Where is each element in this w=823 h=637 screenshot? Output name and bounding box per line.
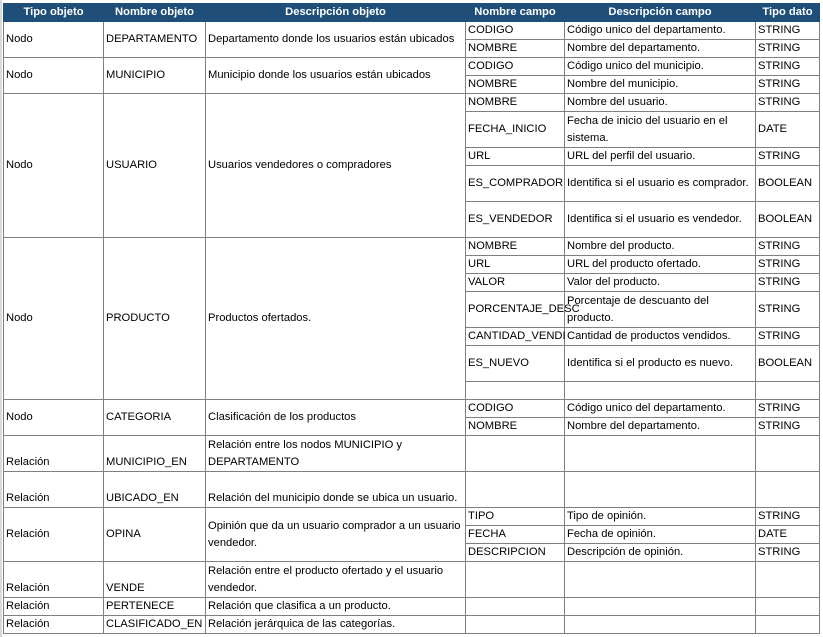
- tipo-objeto-cell[interactable]: Nodo: [4, 22, 104, 58]
- data-dictionary-table: [3, 3, 820, 634]
- tipo-dato-cell[interactable]: STRING: [756, 400, 820, 418]
- descripcion-campo-cell[interactable]: Nombre del departamento.: [565, 40, 756, 58]
- table-row: [4, 616, 820, 634]
- descripcion-campo-cell[interactable]: Tipo de opinión.: [565, 508, 756, 526]
- table-row: [4, 94, 820, 112]
- nombre-campo-cell[interactable]: [466, 562, 565, 598]
- tipo-objeto-cell[interactable]: Nodo: [4, 94, 104, 238]
- tipo-dato-cell[interactable]: STRING: [756, 544, 820, 562]
- tipo-dato-cell[interactable]: STRING: [756, 238, 820, 256]
- table-row: [4, 238, 820, 256]
- table-row: [4, 58, 820, 76]
- nombre-campo-cell[interactable]: URL: [466, 148, 565, 166]
- nombre-objeto-cell[interactable]: MUNICIPIO_EN: [104, 436, 206, 472]
- nombre-campo-cell[interactable]: NOMBRE: [466, 76, 565, 94]
- descripcion-objeto-cell[interactable]: Relación que clasifica a un producto.: [206, 598, 466, 616]
- nombre-campo-cell[interactable]: [466, 598, 565, 616]
- tipo-dato-cell[interactable]: BOOLEAN: [756, 166, 820, 202]
- header-nombre-objeto[interactable]: Nombre objeto: [104, 4, 206, 22]
- descripcion-campo-cell[interactable]: URL del producto ofertado.: [565, 256, 756, 274]
- descripcion-campo-cell[interactable]: [565, 562, 756, 598]
- nombre-campo-cell[interactable]: NOMBRE: [466, 94, 565, 112]
- nombre-objeto-cell[interactable]: PERTENECE: [104, 598, 206, 616]
- descripcion-objeto-cell[interactable]: Relación entre los nodos MUNICIPIO y DEPARTAMENTO: [206, 436, 466, 472]
- nombre-campo-cell[interactable]: FECHA: [466, 526, 565, 544]
- descripcion-campo-cell[interactable]: Identifica si el usuario es vendedor.: [565, 202, 756, 238]
- nombre-campo-cell[interactable]: TIPO: [466, 508, 565, 526]
- descripcion-objeto-cell[interactable]: Opinión que da un usuario comprador a un usuario vendedor.: [206, 508, 466, 562]
- descripcion-campo-cell[interactable]: Código unico del departamento.: [565, 400, 756, 418]
- tipo-dato-cell[interactable]: STRING: [756, 94, 820, 112]
- nombre-campo-cell[interactable]: CODIGO: [466, 58, 565, 76]
- descripcion-campo-cell[interactable]: [565, 436, 756, 472]
- nombre-campo-cell[interactable]: FECHA_INICIO: [466, 112, 565, 148]
- tipo-dato-cell[interactable]: [756, 598, 820, 616]
- nombre-campo-cell[interactable]: PORCENTAJE_DESC: [466, 292, 565, 328]
- tipo-objeto-cell[interactable]: Relación: [4, 472, 104, 508]
- tipo-dato-cell[interactable]: [756, 436, 820, 472]
- tipo-dato-cell[interactable]: STRING: [756, 292, 820, 328]
- tipo-dato-cell[interactable]: [756, 472, 820, 508]
- nombre-campo-cell[interactable]: [466, 472, 565, 508]
- descripcion-objeto-cell[interactable]: Usuarios vendedores o compradores: [206, 94, 466, 238]
- nombre-campo-cell[interactable]: NOMBRE: [466, 418, 565, 436]
- tipo-dato-cell[interactable]: STRING: [756, 274, 820, 292]
- descripcion-campo-cell[interactable]: Fecha de opinión.: [565, 526, 756, 544]
- nombre-campo-cell[interactable]: ES_VENDEDOR: [466, 202, 565, 238]
- nombre-campo-cell[interactable]: NOMBRE: [466, 238, 565, 256]
- nombre-objeto-cell[interactable]: UBICADO_EN: [104, 472, 206, 508]
- descripcion-campo-cell[interactable]: [565, 382, 756, 400]
- tipo-objeto-cell[interactable]: Nodo: [4, 58, 104, 94]
- tipo-objeto-cell[interactable]: Nodo: [4, 400, 104, 436]
- table-row: [4, 22, 820, 40]
- sheet-left-edge: [0, 0, 2, 637]
- tipo-dato-cell[interactable]: DATE: [756, 526, 820, 544]
- descripcion-objeto-cell[interactable]: Relación del municipio donde se ubica un usuario.: [206, 472, 466, 508]
- descripcion-campo-cell[interactable]: [565, 616, 756, 634]
- descripcion-campo-cell[interactable]: Nombre del municipio.: [565, 76, 756, 94]
- descripcion-campo-cell[interactable]: [565, 598, 756, 616]
- nombre-campo-cell[interactable]: ES_COMPRADOR: [466, 166, 565, 202]
- table-row: [4, 436, 820, 472]
- tipo-dato-cell[interactable]: STRING: [756, 256, 820, 274]
- tipo-objeto-cell[interactable]: Relación: [4, 616, 104, 634]
- nombre-campo-cell[interactable]: CANTIDAD_VENDI: [466, 328, 565, 346]
- nombre-objeto-cell[interactable]: PRODUCTO: [104, 238, 206, 400]
- descripcion-campo-cell[interactable]: Porcentaje de descuanto del producto.: [565, 292, 756, 328]
- nombre-campo-cell[interactable]: ES_NUEVO: [466, 346, 565, 382]
- header-descripcion-objeto[interactable]: Descripción objeto: [206, 4, 466, 22]
- descripcion-campo-cell[interactable]: Descripción de opinión.: [565, 544, 756, 562]
- tipo-objeto-cell[interactable]: Relación: [4, 436, 104, 472]
- spreadsheet-grid: [3, 3, 820, 634]
- descripcion-campo-cell[interactable]: Valor del producto.: [565, 274, 756, 292]
- nombre-objeto-cell[interactable]: VENDE: [104, 562, 206, 598]
- descripcion-objeto-cell[interactable]: Relación entre el producto ofertado y el usuario vendedor.: [206, 562, 466, 598]
- tipo-dato-cell[interactable]: STRING: [756, 148, 820, 166]
- nombre-objeto-cell[interactable]: USUARIO: [104, 94, 206, 238]
- nombre-campo-cell[interactable]: URL: [466, 256, 565, 274]
- table-row: [4, 598, 820, 616]
- tipo-dato-cell[interactable]: STRING: [756, 22, 820, 40]
- descripcion-campo-cell[interactable]: URL del perfil del usuario.: [565, 148, 756, 166]
- descripcion-campo-cell[interactable]: Fecha de inicio del usuario en el sistema.: [565, 112, 756, 148]
- header-row: [4, 4, 820, 22]
- nombre-campo-cell[interactable]: CODIGO: [466, 400, 565, 418]
- tipo-dato-cell[interactable]: STRING: [756, 328, 820, 346]
- descripcion-campo-cell[interactable]: Identifica si el usuario es comprador.: [565, 166, 756, 202]
- table-row: [4, 508, 820, 526]
- header-nombre-campo[interactable]: Nombre campo: [466, 4, 565, 22]
- nombre-campo-cell[interactable]: NOMBRE: [466, 40, 565, 58]
- tipo-objeto-cell[interactable]: Nodo: [4, 238, 104, 400]
- nombre-objeto-cell[interactable]: OPINA: [104, 508, 206, 562]
- tipo-dato-cell[interactable]: STRING: [756, 76, 820, 94]
- tipo-dato-cell[interactable]: [756, 616, 820, 634]
- header-tipo-dato[interactable]: Tipo dato: [756, 4, 820, 22]
- descripcion-objeto-cell[interactable]: Relación jerárquica de las categorías.: [206, 616, 466, 634]
- table-row: [4, 562, 820, 598]
- descripcion-campo-cell[interactable]: Cantidad de productos vendidos.: [565, 328, 756, 346]
- tipo-objeto-cell[interactable]: Relación: [4, 508, 104, 562]
- tipo-dato-cell[interactable]: STRING: [756, 508, 820, 526]
- tipo-objeto-cell[interactable]: Relación: [4, 562, 104, 598]
- nombre-campo-cell[interactable]: VALOR: [466, 274, 565, 292]
- descripcion-campo-cell[interactable]: Nombre del producto.: [565, 238, 756, 256]
- descripcion-campo-cell[interactable]: Código unico del municipio.: [565, 58, 756, 76]
- descripcion-campo-cell[interactable]: Código unico del departamento.: [565, 22, 756, 40]
- nombre-objeto-cell[interactable]: MUNICIPIO: [104, 58, 206, 94]
- table-row: [4, 472, 820, 508]
- descripcion-objeto-cell[interactable]: Clasificación de los productos: [206, 400, 466, 436]
- descripcion-objeto-cell[interactable]: Departamento donde los usuarios están ubicados: [206, 22, 466, 58]
- descripcion-objeto-cell[interactable]: Municipio donde los usuarios están ubicados: [206, 58, 466, 94]
- nombre-campo-cell[interactable]: [466, 436, 565, 472]
- tipo-dato-cell[interactable]: DATE: [756, 112, 820, 148]
- tipo-dato-cell[interactable]: BOOLEAN: [756, 346, 820, 382]
- tipo-dato-cell[interactable]: [756, 382, 820, 400]
- nombre-objeto-cell[interactable]: DEPARTAMENTO: [104, 22, 206, 58]
- descripcion-objeto-cell[interactable]: Productos ofertados.: [206, 238, 466, 400]
- tipo-objeto-cell[interactable]: Relación: [4, 598, 104, 616]
- nombre-campo-cell[interactable]: [466, 616, 565, 634]
- tipo-dato-cell[interactable]: STRING: [756, 40, 820, 58]
- nombre-objeto-cell[interactable]: CLASIFICADO_EN: [104, 616, 206, 634]
- descripcion-campo-cell[interactable]: Nombre del usuario.: [565, 94, 756, 112]
- header-tipo-objeto[interactable]: Tipo objeto: [4, 4, 104, 22]
- nombre-campo-cell[interactable]: [466, 382, 565, 400]
- table-row: [4, 400, 820, 418]
- tipo-dato-cell[interactable]: [756, 562, 820, 598]
- tipo-dato-cell[interactable]: STRING: [756, 58, 820, 76]
- header-descripcion-campo[interactable]: Descripción campo: [565, 4, 756, 22]
- tipo-dato-cell[interactable]: STRING: [756, 418, 820, 436]
- descripcion-campo-cell[interactable]: Nombre del departamento.: [565, 418, 756, 436]
- descripcion-campo-cell[interactable]: Identifica si el producto es nuevo.: [565, 346, 756, 382]
- nombre-campo-cell[interactable]: DESCRIPCION: [466, 544, 565, 562]
- nombre-objeto-cell[interactable]: CATEGORIA: [104, 400, 206, 436]
- tipo-dato-cell[interactable]: BOOLEAN: [756, 202, 820, 238]
- nombre-campo-cell[interactable]: CODIGO: [466, 22, 565, 40]
- descripcion-campo-cell[interactable]: [565, 472, 756, 508]
